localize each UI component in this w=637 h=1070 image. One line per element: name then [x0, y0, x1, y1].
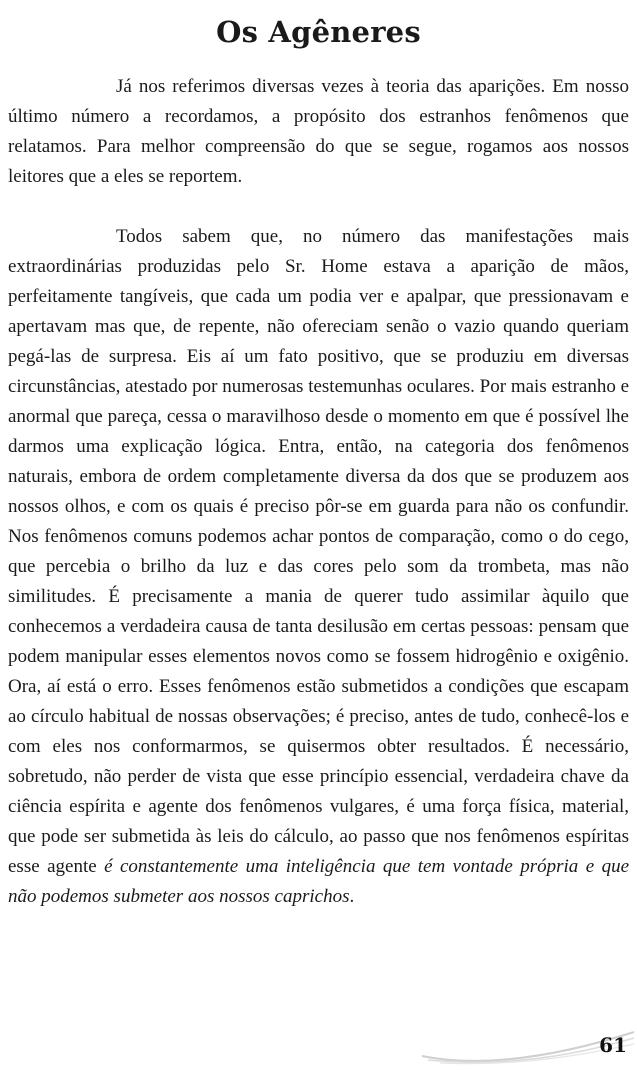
- paragraph-main-end: .: [349, 886, 355, 907]
- paragraph-intro-text: Já nos referimos diversas vezes à teoria das aparições. Em nosso último número a recordamos, a propósito dos estranhos fenômenos que relatamos. Para melhor compreensão do que se segue, rogamos aos nossos leitores que a eles se reportem.: [8, 76, 629, 187]
- paragraph-main-text: Todos sabem que, no número das manifestações mais extraordinárias produzidas pelo Sr. Home estava a aparição de mãos, perfeitamente tangíveis, que cada um podia ver e apalpar, que pressionavam e apertavam mas que, de repente, não ofereciam senão o vazio quando queriam pegá-las de surpresa. Eis aí um fato positivo, que se produziu em diversas circunstâncias, atestado por numerosas testemunhas oculares. Por mais estranho e anormal que pareça, cessa o maravilhoso desde o momento em que é possível lhe darmos uma explicação lógica. Entra, então, na categoria dos fenômenos naturais, embora de ordem completamente diversa da dos que se produzem aos nossos olhos, e com os quais é preciso pôr-se em guarda para não os confundir. Nos fenômenos comuns podemos achar pontos de comparação, como o do cego, que percebia o brilho da luz e das cores pelo som da trombeta, mas não similitudes. É precisamente a mania de querer tudo assimilar àquilo que conhecemos a verdadeira causa de tanta desilusão em certas pessoas: pensam que podem manipular esses elementos novos como se fossem hidrogênio e oxigênio. Ora, aí está o erro. Esses fenômenos estão submetidos a condições que escapam ao círculo habitual de nossas observações; é preciso, antes de tudo, conhecê-los e com eles nos conformarmos, se quisermos obter resultados. É necessário, sobretudo, não perder de vista que esse princípio essencial, verdadeira chave da ciência espírita e agente dos fenômenos vulgares, é uma força física, material, que pode ser submetida às leis do cálculo, ao passo que nos fenômenos espíritas esse agente: [8, 226, 630, 877]
- chapter-title: Os Agêneres: [216, 15, 421, 49]
- page-footer: [0, 1020, 637, 1070]
- page-number: 61: [599, 1033, 627, 1057]
- paragraph-main: [8, 222, 629, 912]
- paragraph-intro: [8, 72, 629, 192]
- body-text: [8, 72, 629, 912]
- paragraph-main-italic-text: é constantemente uma inteligência que tem vontade própria e que não podemos submeter aos nossos caprichos: [8, 856, 629, 907]
